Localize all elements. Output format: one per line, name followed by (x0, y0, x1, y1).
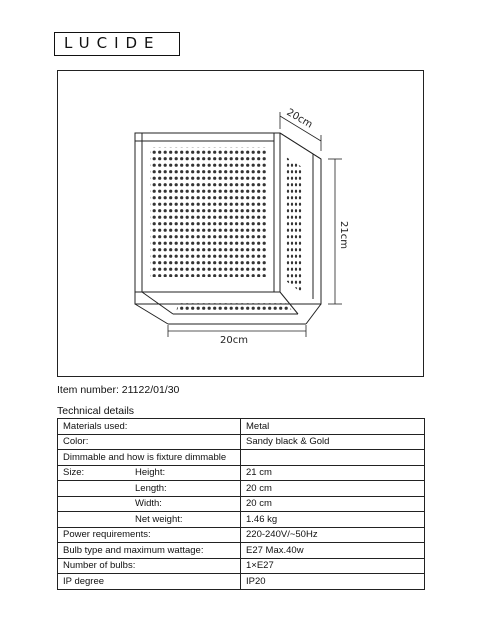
spec-row-weight (58, 512, 425, 528)
height-label: Height: (135, 467, 166, 479)
spec-row-materials (58, 419, 425, 435)
size-label: Size: (63, 467, 85, 479)
product-sketch (58, 71, 425, 378)
side-perforated-panel (286, 157, 302, 293)
bulb-label: Bulb type and maximum wattage: (58, 543, 241, 559)
color-value: Sandy black & Gold (241, 434, 425, 450)
power-value: 220-240V/~50Hz (241, 527, 425, 543)
spec-row-num-bulbs (58, 558, 425, 574)
product-drawing (57, 70, 424, 377)
bottom-perforated-panel (176, 303, 294, 313)
logo-text: LUCIDE (64, 34, 161, 52)
spec-table (57, 418, 425, 590)
dimmable-value (241, 450, 425, 466)
width-value: 20 cm (241, 496, 425, 512)
num-bulbs-value: 1×E27 (241, 558, 425, 574)
spec-row-ip (58, 574, 425, 590)
length-value: 20 cm (241, 481, 425, 497)
spec-row-height (58, 465, 425, 481)
weight-value: 1.46 kg (241, 512, 425, 528)
spec-row-dimmable (58, 450, 425, 466)
ip-label: IP degree (58, 574, 241, 590)
lucide-logo (54, 32, 180, 56)
materials-value: Metal (241, 419, 425, 435)
width-label: Width: (135, 498, 162, 510)
front-perforated-panel (150, 147, 268, 277)
ip-value: IP20 (241, 574, 425, 590)
item-number: Item number: 21122/01/30 (57, 384, 180, 396)
height-dimension-label: 21cm (338, 221, 349, 249)
spec-row-bulb (58, 543, 425, 559)
technical-details-title: Technical details (57, 405, 135, 417)
height-value: 21 cm (241, 465, 425, 481)
length-label: Length: (135, 482, 167, 494)
num-bulbs-label: Number of bulbs: (58, 558, 241, 574)
dimmable-label: Dimmable and how is fixture dimmable (58, 450, 241, 466)
weight-label: Net weight: (135, 513, 183, 525)
color-label: Color: (58, 434, 241, 450)
spec-row-color (58, 434, 425, 450)
depth-dimension-label: 20cm (284, 107, 315, 131)
width-dimension-label: 20cm (220, 335, 248, 346)
spec-row-length (58, 481, 425, 497)
materials-label: Materials used: (58, 419, 241, 435)
spec-row-width (58, 496, 425, 512)
power-label: Power requirements: (58, 527, 241, 543)
bulb-value: E27 Max.40w (241, 543, 425, 559)
spec-row-power (58, 527, 425, 543)
